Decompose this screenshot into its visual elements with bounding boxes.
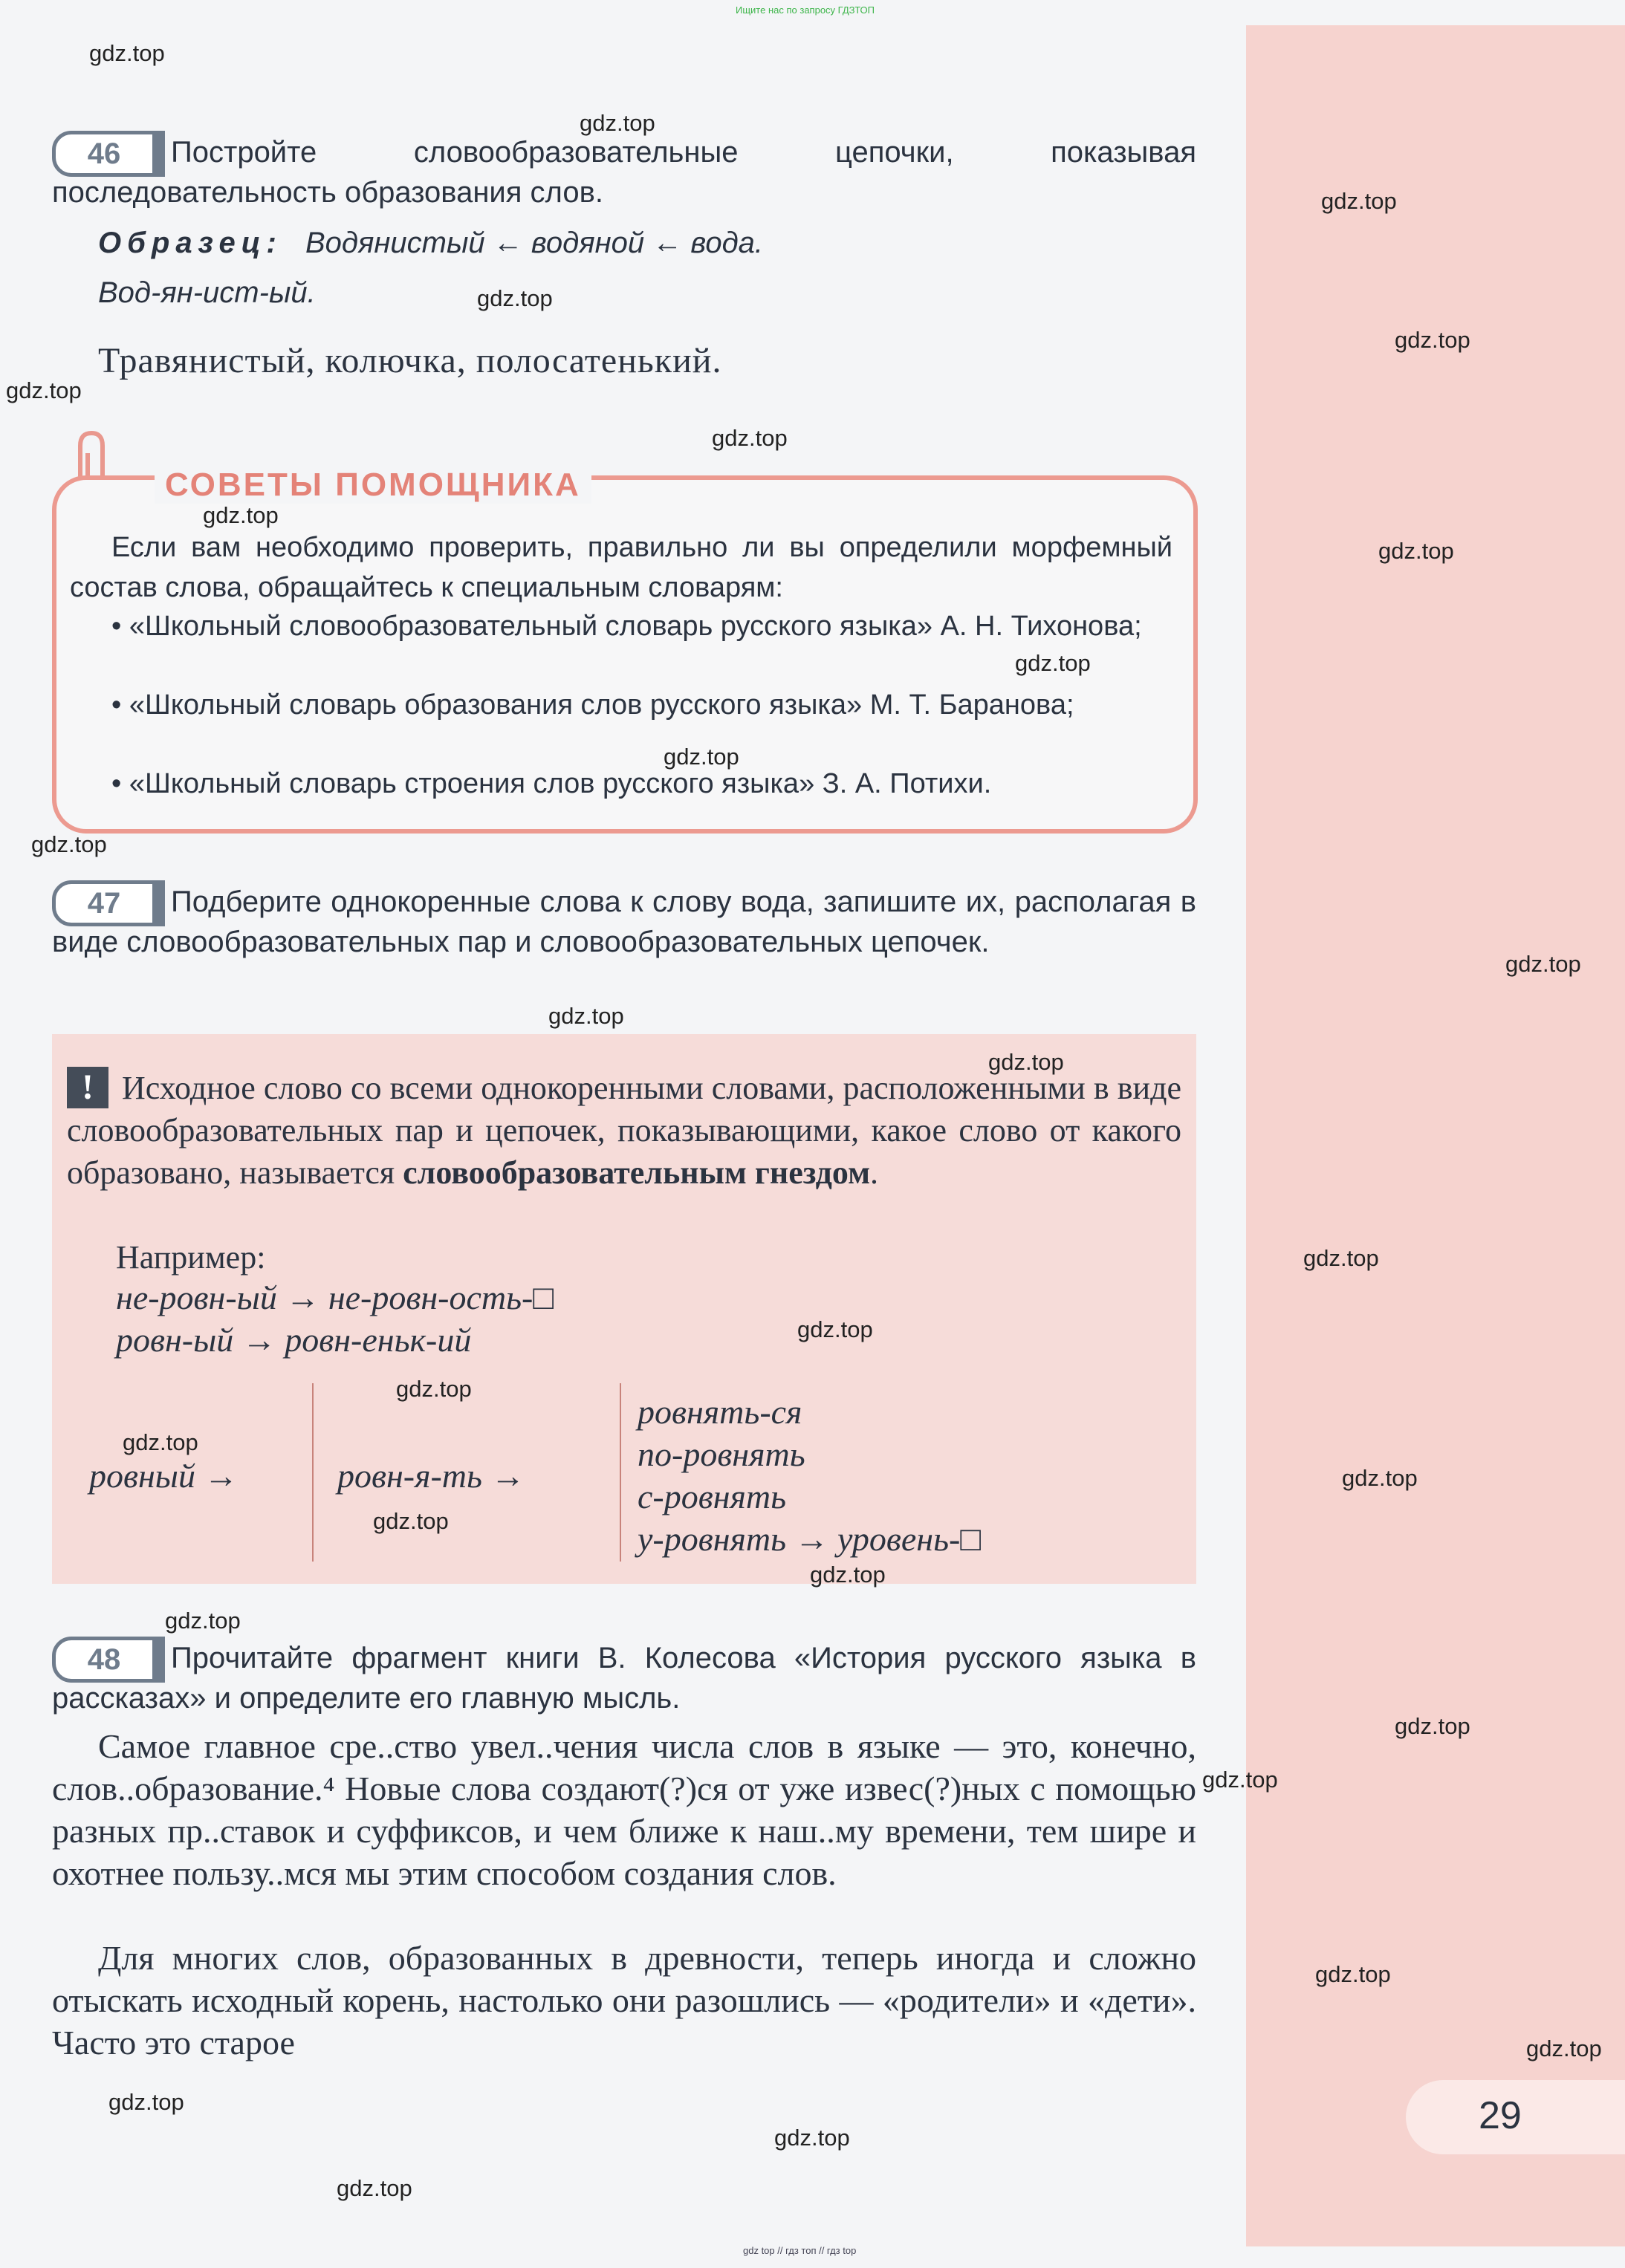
watermark: gdz.top <box>580 110 655 136</box>
watermark: gdz.top <box>988 1049 1064 1075</box>
watermark: gdz.top <box>6 377 82 403</box>
sample-label: Образец: <box>98 227 282 259</box>
watermark: gdz.top <box>337 2175 412 2201</box>
nest-branch-3: с-ровнять <box>638 1478 787 1515</box>
watermark: gdz.top <box>108 2089 184 2115</box>
page-number: 29 <box>1479 2094 1522 2137</box>
task48-instruction: Прочитайте фрагмент книги В. Колесова «История русского языка в рассказах» и определите его главную мысль. <box>52 1642 1196 1715</box>
watermark: gdz.top <box>1342 1465 1418 1491</box>
sample-chain: Водянистый ← водяной ← вода. <box>305 227 764 259</box>
watermark: gdz.top <box>31 831 107 857</box>
watermark: gdz.top <box>396 1376 472 1402</box>
rule-text <box>67 1067 1181 1194</box>
tips-item-2: • «Школьный словарь образования слов русского языка» М. Т. Баранова; <box>111 689 1074 721</box>
task46-words: Травянистый, колючка, полосатенький. <box>98 341 722 380</box>
task46-instruction: Постройте словообразовательные цепочки, показывая последовательность образования слов. <box>52 136 1196 209</box>
watermark: gdz.top <box>373 1508 449 1534</box>
watermark: gdz.top <box>477 285 553 311</box>
watermark: gdz.top <box>1526 2035 1602 2061</box>
task48-paragraph-1: Самое главное сре..ство увел..чения числа слов в языке — это, конечно, слов..образование.⁴ Новые слова создают(?)ся от уже извес(?)ных с помощью разных пр..ставок и суффиксов, и чем ближе к наш..му времени, тем шире и охотнее пользу..мся мы этим способом создания слов. <box>52 1727 1196 1892</box>
watermark: gdz.top <box>89 40 165 66</box>
watermark: gdz.top <box>1015 650 1091 676</box>
task-number-47: 47 <box>52 880 156 926</box>
nest-divider-2 <box>620 1383 621 1562</box>
nest-branch-2: по-ровнять <box>638 1435 805 1473</box>
watermark: gdz.top <box>1321 188 1397 214</box>
watermark: gdz.top <box>1395 1713 1470 1739</box>
watermark: gdz.top <box>810 1562 886 1588</box>
nest-branch-4: у-ровнять → уровень-□ <box>638 1520 982 1558</box>
watermark: gdz.top <box>548 1003 624 1029</box>
nest-root: ровный → <box>89 1457 239 1495</box>
sample-parse: Вод-ян-ист-ый. <box>98 276 316 309</box>
watermark: gdz.top <box>712 425 788 451</box>
example-label: Например: <box>116 1239 266 1276</box>
nest-middle: ровн-я-ть → <box>337 1457 525 1495</box>
task-number-48: 48 <box>52 1637 156 1683</box>
tips-title: СОВЕТЫ ПОМОЩНИКА <box>155 467 591 504</box>
page-margin <box>1246 25 1625 2246</box>
task48-paragraph-2: Для многих слов, образованных в древности, теперь иногда и сложно отыскать исходный корень, настолько они разошлись — «родители» и «дети». Часто это старое <box>52 1939 1196 2061</box>
watermark: gdz.top <box>123 1429 198 1455</box>
tips-item-3: • «Школьный словарь строения слов русского языка» З. А. Потихи. <box>111 768 992 799</box>
watermark: gdz.top <box>1303 1245 1379 1271</box>
watermark: gdz.top <box>1315 1961 1391 1987</box>
watermark: gdz.top <box>1202 1767 1278 1793</box>
task46-sample <box>98 227 763 260</box>
exclamation-icon: ! <box>67 1067 108 1108</box>
watermark: gdz.top <box>1505 951 1581 977</box>
watermark: gdz.top <box>1378 538 1454 564</box>
rule-text-end: . <box>870 1154 879 1191</box>
footer-note: gdz top // гдз топ // гдз top <box>743 2245 857 2256</box>
header-note: Ищите нас по запросу ГДЗТОП <box>736 4 875 16</box>
example-2: ровн-ый → ровн-еньк-ий <box>116 1321 472 1359</box>
watermark: gdz.top <box>203 502 279 528</box>
tips-intro: Если вам необходимо проверить, правильно ли вы определили морфемный состав слова, обращайтесь к специальным словарям: <box>70 532 1172 603</box>
watermark: gdz.top <box>664 744 739 770</box>
rule-text-start: Исходное слово со всеми однокоренными словами, расположенными в виде словообразовательных пар и цепочек, показывающими, какое слово от какого образовано, называется <box>67 1070 1181 1191</box>
task-number-46: 46 <box>52 131 156 177</box>
nest-divider-1 <box>312 1383 314 1562</box>
rule-term: словообразовательным гнездом <box>403 1154 871 1191</box>
watermark: gdz.top <box>774 2125 850 2151</box>
watermark: gdz.top <box>1395 327 1470 353</box>
tips-item-1: • «Школьный словообразовательный словарь русского языка» А. Н. Тихонова; <box>111 611 1142 642</box>
watermark: gdz.top <box>165 1608 241 1634</box>
task47-instruction: Подберите однокоренные слова к слову вода, запишите их, располагая в виде словообразовательных пар и словообразовательных цепочек. <box>52 886 1196 958</box>
example-1: не-ровн-ый → не-ровн-ость-□ <box>116 1278 554 1316</box>
nest-branch-1: ровнять-ся <box>638 1393 802 1431</box>
watermark: gdz.top <box>797 1316 873 1342</box>
